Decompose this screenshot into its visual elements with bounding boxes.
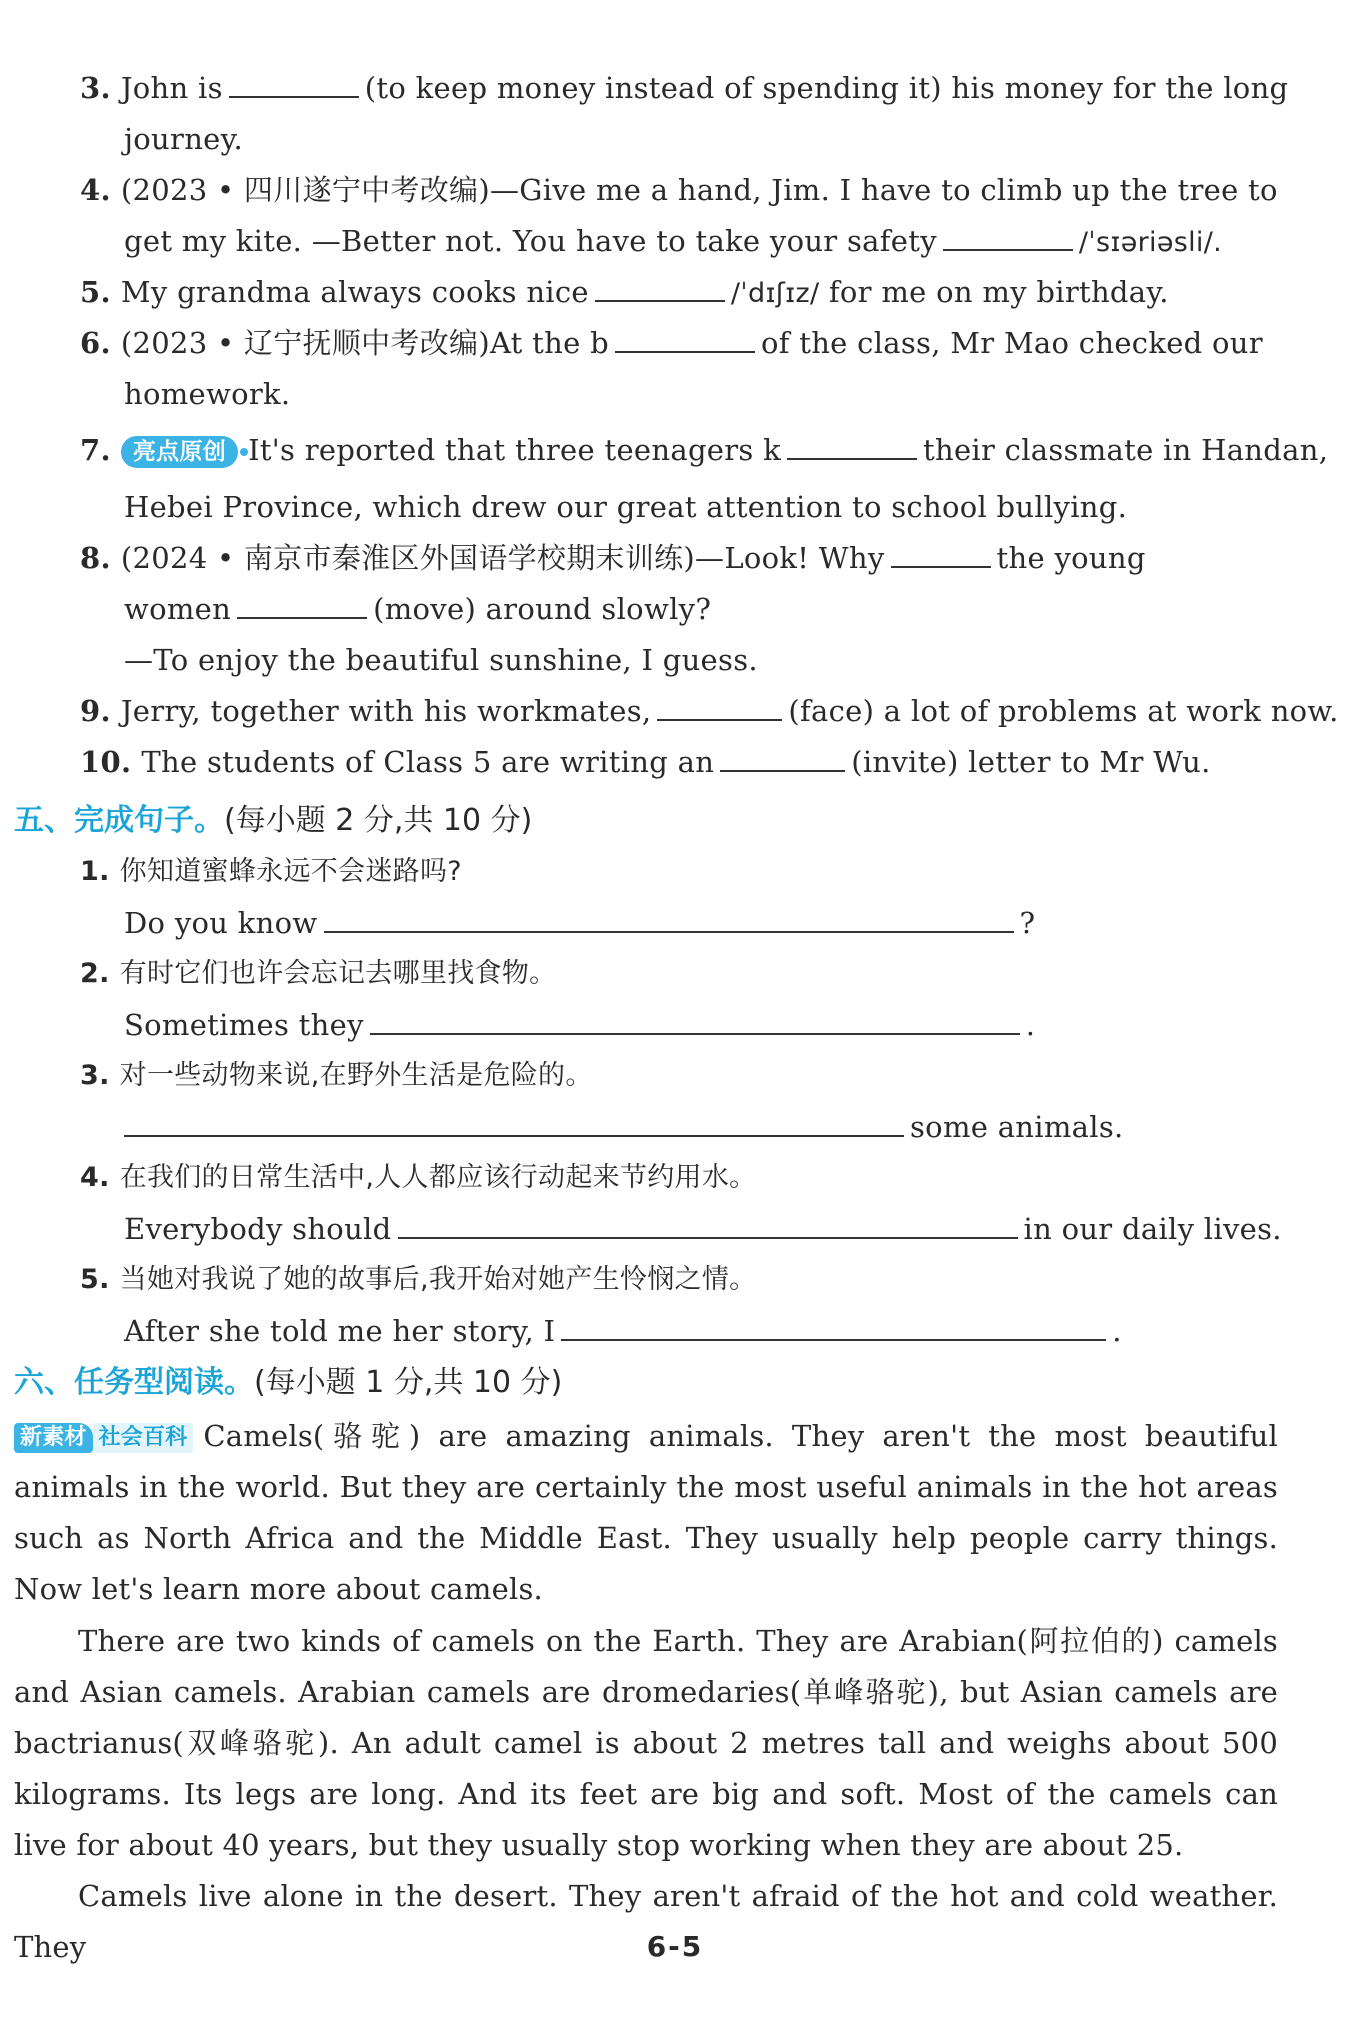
- answer-line[interactable]: [124, 1109, 904, 1137]
- reading-paragraph-2: [14, 1616, 1278, 1871]
- question-text: —To enjoy the beautiful sunshine, I guess.: [124, 643, 758, 677]
- question-text: of the class, Mr Mao checked our: [760, 326, 1263, 360]
- s5-item-5-en: [124, 1311, 1122, 1351]
- question-text: homework.: [124, 377, 291, 411]
- sentence-start: Do you know: [124, 906, 318, 940]
- page-number: 6-5: [646, 1930, 704, 1963]
- question-text: My grandma always cooks nice: [120, 275, 589, 309]
- category-tag: 社会百科: [93, 1423, 194, 1453]
- sentence-end: .: [1112, 1314, 1122, 1348]
- question-number: 1.: [80, 856, 110, 887]
- question-5: [80, 272, 1169, 314]
- s5-item-1-en: [124, 903, 1035, 943]
- question-text: journey.: [124, 122, 243, 156]
- answer-blank[interactable]: [891, 540, 991, 568]
- section-score: (每小题 2 分,共 10 分): [224, 803, 533, 838]
- phonetic-hint: /ˈsɪəriəsli/.: [1078, 227, 1222, 258]
- question-text: Hebei Province, which drew our great attention to school bullying.: [124, 490, 1128, 524]
- question-text: (to keep money instead of spending it) his money for the long: [364, 71, 1289, 105]
- question-text: get my kite. —Better not. You have to take your safety: [124, 224, 937, 258]
- answer-blank[interactable]: [229, 70, 359, 98]
- question-6: [80, 323, 1263, 363]
- question-8: [80, 538, 1146, 578]
- question-3: [80, 68, 1288, 108]
- question-4-cont: [124, 221, 1222, 263]
- sentence-end: .: [1025, 1008, 1036, 1042]
- new-material-tag: 新素材: [14, 1423, 93, 1453]
- answer-line[interactable]: [398, 1211, 1018, 1239]
- question-number: 5.: [80, 1264, 110, 1295]
- question-text: for me on my birthday.: [828, 275, 1169, 309]
- chinese-sentence: 当她对我说了她的故事后,我开始对她产生怜悯之情。: [119, 1264, 757, 1295]
- chinese-sentence: 对一些动物来说,在野外生活是危险的。: [119, 1060, 593, 1091]
- section-5-title: [14, 800, 532, 842]
- answer-line[interactable]: [370, 1007, 1020, 1035]
- question-text: (invite) letter to Mr Wu.: [851, 745, 1211, 779]
- answer-blank[interactable]: [595, 274, 725, 302]
- question-number: 4.: [80, 1162, 110, 1193]
- s5-item-2-en: [124, 1005, 1035, 1045]
- question-number: 6.: [80, 326, 111, 360]
- answer-blank[interactable]: [615, 325, 755, 353]
- question-number: 5.: [80, 275, 111, 309]
- sentence-end: ?: [1019, 906, 1036, 940]
- question-4: [80, 170, 1278, 210]
- answer-blank[interactable]: [787, 432, 917, 460]
- answer-blank[interactable]: [657, 693, 782, 721]
- paragraph-text: Camels live alone in the desert. They aren't afraid of the hot and cold weather. They: [14, 1879, 1278, 1964]
- original-badge: 亮点原创: [121, 436, 238, 468]
- section-heading: 五、完成句子。: [14, 803, 224, 838]
- s5-item-3-cn: [80, 1056, 593, 1096]
- section-score: (每小题 1 分,共 10 分): [254, 1365, 563, 1400]
- chinese-sentence: 在我们的日常生活中,人人都应该行动起来节约用水。: [119, 1162, 757, 1193]
- question-number: 10.: [80, 745, 132, 779]
- sentence-start: Sometimes they: [124, 1008, 364, 1042]
- question-7: [80, 430, 1328, 470]
- answer-blank[interactable]: [943, 223, 1073, 251]
- s5-item-1-cn: [80, 852, 462, 892]
- question-text: their classmate in Handan,: [923, 433, 1329, 467]
- question-8-answer: [124, 640, 758, 680]
- question-number: 3.: [80, 1060, 110, 1091]
- question-text: (face) a lot of problems at work now.: [788, 694, 1339, 728]
- paragraph-text: There are two kinds of camels on the Earth. They are Arabian(阿拉伯的) camels and Asian camels. Arabian camels are dromedaries(单峰骆驼), but Asian camels are bactrianus(双峰骆驼). An adult camel is about 2 metres tall and weighs about 500 kilograms. Its legs are long. And its feet are big and soft. Most of the camels can live for about 40 years, but they usually stop working when they are about 25.: [14, 1624, 1278, 1862]
- question-9: [80, 691, 1339, 731]
- s5-item-4-en: [124, 1209, 1282, 1249]
- answer-blank[interactable]: [237, 591, 367, 619]
- question-text: John is: [120, 71, 223, 105]
- chinese-sentence: 你知道蜜蜂永远不会迷路吗?: [119, 856, 462, 887]
- s5-item-5-cn: [80, 1260, 756, 1300]
- sentence-end: in our daily lives.: [1023, 1212, 1282, 1246]
- phonetic-hint: /ˈdɪʃɪz/: [730, 278, 820, 309]
- question-number: 3.: [80, 71, 111, 105]
- question-10: [80, 742, 1211, 782]
- question-text: (2023 • 四川遂宁中考改编)—Give me a hand, Jim. I have to climb up the tree to: [120, 173, 1278, 207]
- question-number: 4.: [80, 173, 111, 207]
- section-heading: 六、任务型阅读。: [14, 1365, 254, 1400]
- question-text: (move) around slowly?: [373, 592, 712, 626]
- s5-item-3-en: [124, 1107, 1124, 1147]
- s5-item-4-cn: [80, 1158, 756, 1198]
- section-6-title: [14, 1362, 562, 1404]
- question-text: The students of Class 5 are writing an: [141, 745, 715, 779]
- answer-line[interactable]: [561, 1313, 1106, 1341]
- s5-item-2-cn: [80, 954, 556, 994]
- question-number: 8.: [80, 541, 111, 575]
- question-text: women: [124, 592, 232, 626]
- question-text: (2024 • 南京市秦淮区外国语学校期末训练)—Look! Why: [120, 541, 885, 575]
- question-text: (2023 • 辽宁抚顺中考改编)At the b: [120, 326, 609, 360]
- answer-blank[interactable]: [720, 744, 845, 772]
- paragraph-text: Camels(骆驼) are amazing animals. They aren't the most beautiful animals in the world. But they are certainly the most useful animals in the hot areas such as North Africa and the Middle East. They usually help people carry things. Now let's learn more about camels.: [14, 1419, 1278, 1606]
- question-text: It's reported that three teenagers k: [248, 433, 782, 467]
- question-number: 7.: [80, 433, 111, 467]
- chinese-sentence: 有时它们也许会忘记去哪里找食物。: [119, 958, 557, 989]
- question-number: 2.: [80, 958, 110, 989]
- question-8-cont: [124, 589, 711, 629]
- question-6-cont: [124, 374, 290, 414]
- question-7-cont: [124, 487, 1127, 527]
- question-3-cont: [124, 119, 243, 159]
- sentence-start: After she told me her story, I: [124, 1314, 556, 1348]
- sentence-start: Everybody should: [124, 1212, 392, 1246]
- question-text: the young: [996, 541, 1146, 575]
- sentence-end: some animals.: [910, 1110, 1124, 1144]
- question-text: Jerry, together with his workmates,: [120, 694, 652, 728]
- answer-line[interactable]: [324, 905, 1014, 933]
- question-number: 9.: [80, 694, 111, 728]
- reading-paragraph-1: [14, 1411, 1278, 1615]
